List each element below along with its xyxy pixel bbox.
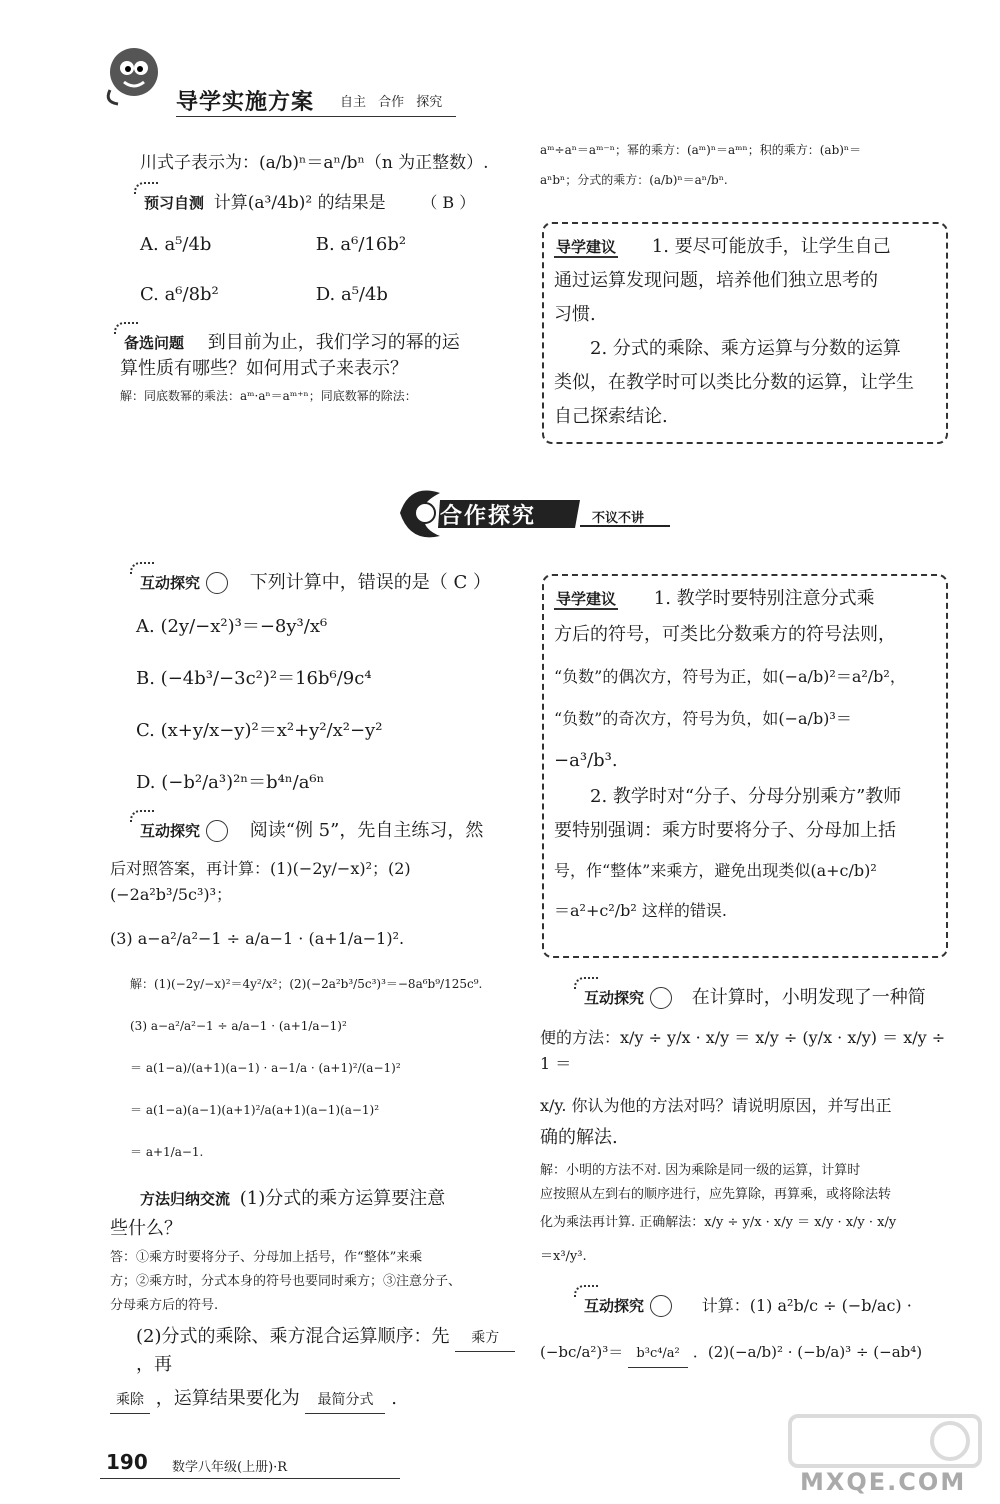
- watermark-text: MXQE.COM: [800, 1468, 967, 1496]
- footer-rule: [100, 1478, 400, 1479]
- mascot-logo: [96, 40, 166, 110]
- guide2-line-3: “负数”的偶次方，符号为正，如(−a/b)²＝a²/b²，: [554, 667, 906, 686]
- preview-question: 计算(a³/4b)² 的结果是: [213, 193, 386, 213]
- q2-solution-2: (3) a−a²/a²−1 ÷ a/a−1 · (a+1/a−1)²: [130, 1019, 347, 1033]
- then-text: ，再: [136, 1354, 172, 1375]
- guide1-line-2: 通过运算发现问题，培养他们独立思考的: [554, 270, 878, 291]
- q2-solution-5: ＝ a+1/a−1.: [130, 1145, 204, 1159]
- q4-answer-blank: b³c⁴/a²: [628, 1341, 688, 1368]
- interactive-label-4: 互动探究: [580, 1293, 648, 1319]
- q3-line-1: 在计算时，小明发现了一种简: [691, 987, 926, 1008]
- method-answer-3: 分母乘方后的符号.: [110, 1298, 219, 1313]
- circle-icon: [650, 1295, 672, 1317]
- circle-icon: [206, 572, 228, 594]
- result-text: ，运算结果要化为: [155, 1388, 300, 1409]
- backup-question-2: 算性质有哪些？如何用式子来表示？: [120, 358, 408, 379]
- guide2-line-7: 要特别强调：乘方时要将分子、分母加上括: [554, 820, 896, 841]
- power-rules-line-1: aᵐ÷aⁿ＝aᵐ⁻ⁿ；幂的乘方：(aᵐ)ⁿ＝aᵐⁿ；积的乘方：(ab)ⁿ＝: [540, 143, 862, 157]
- guide2-line-5: −a³/b³.: [554, 750, 618, 771]
- method-label: 方法归纳交流: [140, 1190, 231, 1208]
- guide2-line-6: 2. 教学时对“分子、分母分别乘方”教师: [590, 786, 902, 807]
- q2-solution-4: ＝ a(1−a)(a−1)(a+1)²/a(a+1)(a−1)(a−1)²: [130, 1103, 380, 1117]
- preview-answer: （ B ）: [421, 193, 476, 212]
- q4-line-2a: (−bc/a²)³＝: [540, 1343, 624, 1361]
- option-d: D. a⁵/4b: [315, 284, 388, 305]
- interactive-label-1: 互动探究: [136, 570, 204, 596]
- preview-label: 预习自测: [140, 190, 208, 216]
- q1-option-c: C. (x+y/x−y)²＝x²+y²/x²−y²: [136, 720, 383, 741]
- left-top-section: [120, 150, 510, 406]
- guide1-line-5: 类似，在教学时可以类比分数的运算，让学生: [554, 372, 914, 393]
- q2-solution-1: 解：(1)(−2y/−x)²＝4y²/x²；(2)(−2a²b³/5c³)³＝−8a⁶b⁹/125c⁹.: [130, 977, 483, 991]
- q2-line-2: 后对照答案，再计算：(1)(−2y/−x)²；(2)(−2a²b³/5c³)³；: [110, 859, 411, 904]
- q1-option-a: A. (2y/−x²)³＝−8y³/x⁶: [136, 616, 328, 637]
- q3-solution-4: ＝x³/y³.: [540, 1249, 587, 1264]
- method-question-1: (1)分式的乘方运算要注意: [239, 1188, 446, 1209]
- blank-1: 乘方: [455, 1325, 515, 1352]
- right-main-section: [540, 985, 950, 1368]
- guide-label-2: 导学建议: [556, 590, 617, 608]
- q1-option-d: D. (−b²/a³)²ⁿ＝b⁴ⁿ/a⁶ⁿ: [136, 772, 325, 793]
- power-rules-line-2: aⁿbⁿ；分式的乘方：(a/b)ⁿ＝aⁿ/bⁿ.: [540, 173, 728, 187]
- q1-option-b: B. (−4b³/−3c²)²＝16b⁶/9c⁴: [136, 668, 372, 689]
- interactive-label-2: 互动探究: [136, 818, 204, 844]
- guide-label-1: 导学建议: [556, 238, 617, 256]
- method-question-1b: 些什么？: [110, 1218, 182, 1239]
- guide2-line-9: ＝a²+c²/b² 这样的错误.: [554, 901, 727, 920]
- power-rule-line: 川式子表示为：(a/b)ⁿ＝aⁿ/bⁿ（n 为正整数）.: [140, 153, 489, 173]
- guide2-line-2: 方后的符号，可类比分数乘方的符号法则，: [554, 624, 896, 645]
- q4-line-1: 计算：(1) a²b/c ÷ (−b/ac) ·: [701, 1296, 912, 1315]
- option-c: C. a⁶/8b²: [140, 284, 219, 305]
- guide2-line-1: 1. 教学时要特别注意分式乘: [653, 588, 875, 609]
- end-dot: .: [391, 1388, 397, 1409]
- backup-label: 备选问题: [120, 330, 188, 356]
- left-main-section: [110, 570, 520, 1414]
- page-number: 190: [106, 1450, 148, 1474]
- guide1-line-6: 自己探索结论.: [554, 406, 668, 427]
- guide1-line-4: 2. 分式的乘除、乘方运算与分数的运算: [590, 338, 901, 359]
- guide-box-2: [542, 574, 948, 958]
- method-answer-2: 方；②乘方时，分式本身的符号也要同时乘方；③注意分子、: [110, 1274, 462, 1289]
- guide1-line-1: 1. 要尽可能放手，让学生自己: [651, 236, 891, 257]
- q1-text: 下列计算中，错误的是（ C ）: [249, 572, 491, 593]
- q4-line-2b: ．(2)(−a/b)² · (−b/a)³ ÷ (−ab⁴): [692, 1343, 923, 1361]
- q3-solution-2: 应按照从左到右的顺序进行，应先算除，再算乘，或将除法转: [540, 1187, 892, 1202]
- banner-subtitle: 不议不讲: [592, 511, 645, 526]
- option-a: A. a⁵/4b: [140, 234, 212, 255]
- circle-icon: [206, 820, 228, 842]
- circle-icon: [650, 987, 672, 1009]
- banner-title: 合作探究: [440, 504, 537, 529]
- blank-2: 乘除: [110, 1387, 150, 1414]
- q2-head: 阅读“例 5”，先自主练习，然: [249, 820, 484, 841]
- header-title: 导学实施方案: [176, 90, 315, 115]
- q3-solution-1: 解：小明的方法不对. 因为乘除是同一级的运算，计算时: [540, 1163, 861, 1178]
- guide1-line-3: 习惯.: [554, 304, 596, 325]
- q3-line-4: 确的解法.: [540, 1127, 618, 1148]
- method-question-2: (2)分式的乘除、乘方混合运算顺序：先: [136, 1326, 450, 1347]
- q2-solution-3: ＝ a(1−a)/(a+1)(a−1) · a−1/a · (a+1)²/(a−1)²: [130, 1061, 401, 1075]
- q3-line-2: 便的方法：x/y ÷ y/x · x/y ＝ x/y ÷ (y/x · x/y) ＝ x/y ÷ 1 ＝: [540, 1028, 946, 1073]
- guide-box-1: [542, 222, 948, 444]
- header-subtitle: 自主 合作 探究: [340, 95, 443, 110]
- q3-solution-3: 化为乘法再计算. 正确解法：x/y ÷ y/x · x/y ＝ x/y · x/y · x/y: [540, 1215, 897, 1230]
- right-top-section: [540, 140, 950, 190]
- option-b: B. a⁶/16b²: [315, 234, 407, 255]
- q2-line-3: (3) a−a²/a²−1 ÷ a/a−1 · (a+1/a−1)².: [110, 929, 405, 948]
- footer-book-title: 数学八年级(上册)·R: [172, 1460, 288, 1475]
- method-answer-1: 答：①乘方时要将分子、分母加上括号，作“整体”来乘: [110, 1250, 423, 1265]
- q3-line-3: x/y. 你认为他的方法对吗？请说明原因，并写出正: [540, 1096, 892, 1115]
- header-rule: [176, 116, 456, 117]
- backup-question-1: 到目前为止，我们学习的幂的运: [207, 332, 460, 353]
- guide2-line-8: 号，作“整体”来乘方，避免出现类似(a+c/b)²: [554, 861, 877, 880]
- interactive-label-3: 互动探究: [580, 985, 648, 1011]
- backup-solution: 解：同底数幂的乘法：aᵐ·aⁿ＝aᵐ⁺ⁿ；同底数幂的除法：: [120, 389, 417, 403]
- blank-3: 最简分式: [305, 1387, 385, 1414]
- guide2-line-4: “负数”的奇次方，符号为负，如(−a/b)³＝: [554, 709, 852, 728]
